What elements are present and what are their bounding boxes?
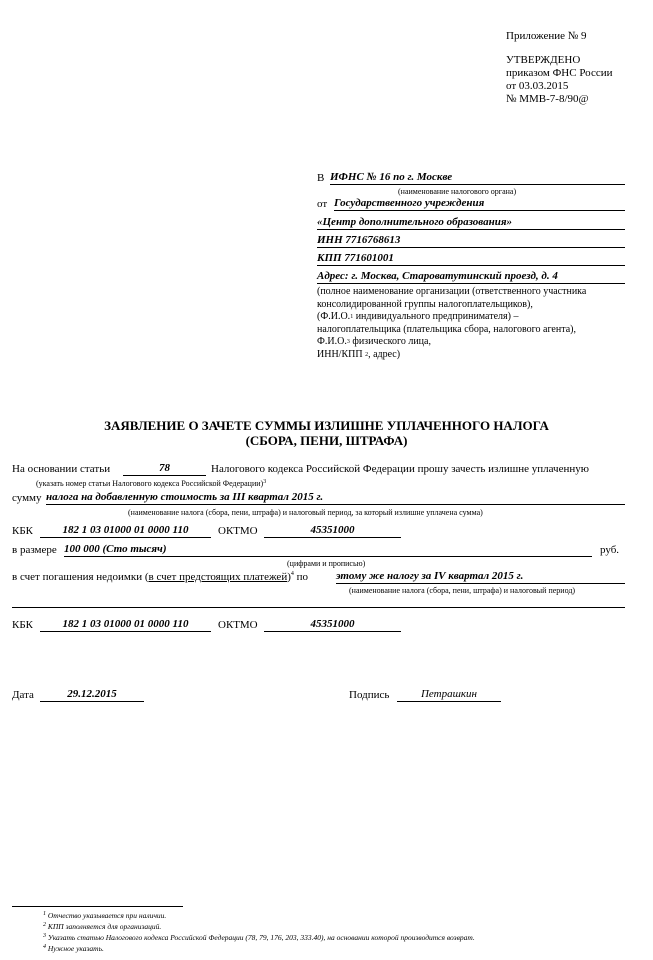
to-label: В bbox=[317, 172, 325, 184]
date-field: 29.12.2015 bbox=[40, 688, 144, 702]
tax-name-hint: (наименование налога (сбора, пени, штрафа) и налоговый период, за который излишне уплачена сумма) bbox=[128, 508, 483, 517]
inn-field: ИНН 7716768613 bbox=[317, 234, 625, 248]
footnote-1: $^1$ Отчество указывается при наличии. bbox=[43, 911, 167, 920]
oktmo2-label: ОКТМО bbox=[218, 619, 258, 631]
recipient-hint bbox=[317, 286, 586, 361]
oktmo-label: ОКТМО bbox=[218, 525, 258, 537]
date-label: Дата bbox=[12, 689, 34, 701]
sum-label: сумму bbox=[12, 492, 42, 504]
recipient-hint-line: (Ф.И.О.$^1$ индивидуального предпринимателя) – bbox=[317, 311, 519, 322]
org-line2: «Центр дополнительного образования» bbox=[317, 216, 625, 230]
article-field: 78 bbox=[123, 462, 206, 476]
offset-hint: (наименование налога (сбора, пени, штрафа) и налоговый период) bbox=[349, 586, 576, 595]
tax-office-hint: (наименование налогового органа) bbox=[398, 187, 517, 196]
recipient-hint-line: консолидированной группы налогоплательщиков), bbox=[317, 298, 533, 310]
recipient-hint-line: ИНН/КПП $^2$, адрес) bbox=[317, 348, 401, 360]
offset-chosen-option: в счет предстоящих платежей bbox=[148, 571, 288, 583]
tax-office-field: ИФНС № 16 по г. Москве bbox=[330, 171, 625, 185]
approved-label: УТВЕРЖДЕНО bbox=[506, 54, 581, 66]
offset-tax-field: этому же налогу за IV квартал 2015 г. bbox=[336, 570, 625, 584]
from-label: от bbox=[317, 198, 328, 210]
approved-date: от 03.03.2015 bbox=[506, 80, 569, 92]
footnote-3: $^3$ Указать статью Налогового кодекса Российской Федерации (78, 79, 176, 203, 333.40), на основании которой производится возврат. bbox=[43, 933, 475, 942]
kbk-field: 182 1 03 01000 01 0000 110 bbox=[40, 524, 211, 538]
basis-suffix: Налогового кодекса Российской Федерации прошу зачесть излишне уплаченную bbox=[211, 463, 589, 475]
kbk2-label: КБК bbox=[12, 619, 33, 631]
recipient-hint-line: налогоплательщика (плательщика сбора, налогового агента), bbox=[317, 323, 576, 335]
offset-label: в счет погашения недоимки (в счет предстоящих платежей)$^4$ по bbox=[12, 571, 309, 583]
recipient-hint-line: Ф.И.О.$^3$ физического лица, bbox=[317, 336, 431, 347]
document-title: ЗАЯВЛЕНИЕ О ЗАЧЕТЕ СУММЫ ИЗЛИШНЕ УПЛАЧЕННОГО НАЛОГА bbox=[104, 418, 549, 433]
document-subtitle: (СБОРА, ПЕНИ, ШТРАФА) bbox=[245, 433, 408, 448]
recipient-hint-line: (полное наименование организации (ответственного участника bbox=[317, 286, 587, 297]
tax-name-field: налога на добавленную стоимость за III квартал 2015 г. bbox=[46, 491, 625, 505]
approved-order: приказом ФНС России bbox=[506, 67, 613, 79]
footnote-separator bbox=[12, 906, 183, 907]
org-line1: Государственного учреждения bbox=[334, 197, 625, 211]
amount-label: в размере bbox=[12, 544, 57, 556]
basis-prefix: На основании статьи bbox=[12, 463, 111, 475]
kbk2-field: 182 1 03 01000 01 0000 110 bbox=[40, 618, 211, 632]
oktmo-field: 45351000 bbox=[264, 524, 401, 538]
signature-field: Петрашкин bbox=[397, 688, 501, 702]
oktmo2-field: 45351000 bbox=[264, 618, 401, 632]
footnote-4: $^4$ Нужное указать. bbox=[43, 944, 104, 953]
separator-line bbox=[12, 607, 625, 608]
address-field: Адрес: г. Москва, Староватутинский проезд, д. 4 bbox=[317, 270, 625, 284]
article-hint: (указать номер статьи Налогового кодекса Российской Федерации)$^3$ bbox=[36, 479, 267, 488]
appendix-number: Приложение № 9 bbox=[506, 30, 587, 42]
rub-label: руб. bbox=[600, 544, 620, 556]
approved-number: № ММВ-7-8/90@ bbox=[506, 93, 589, 105]
amount-field: 100 000 (Сто тысяч) bbox=[64, 543, 592, 557]
sign-label: Подпись bbox=[349, 689, 390, 701]
kpp-field: КПП 771601001 bbox=[317, 252, 625, 266]
amount-hint: (цифрами и прописью) bbox=[287, 559, 366, 568]
kbk-label: КБК bbox=[12, 525, 33, 537]
footnote-2: $^2$ КПП заполняется для организаций. bbox=[43, 922, 162, 931]
